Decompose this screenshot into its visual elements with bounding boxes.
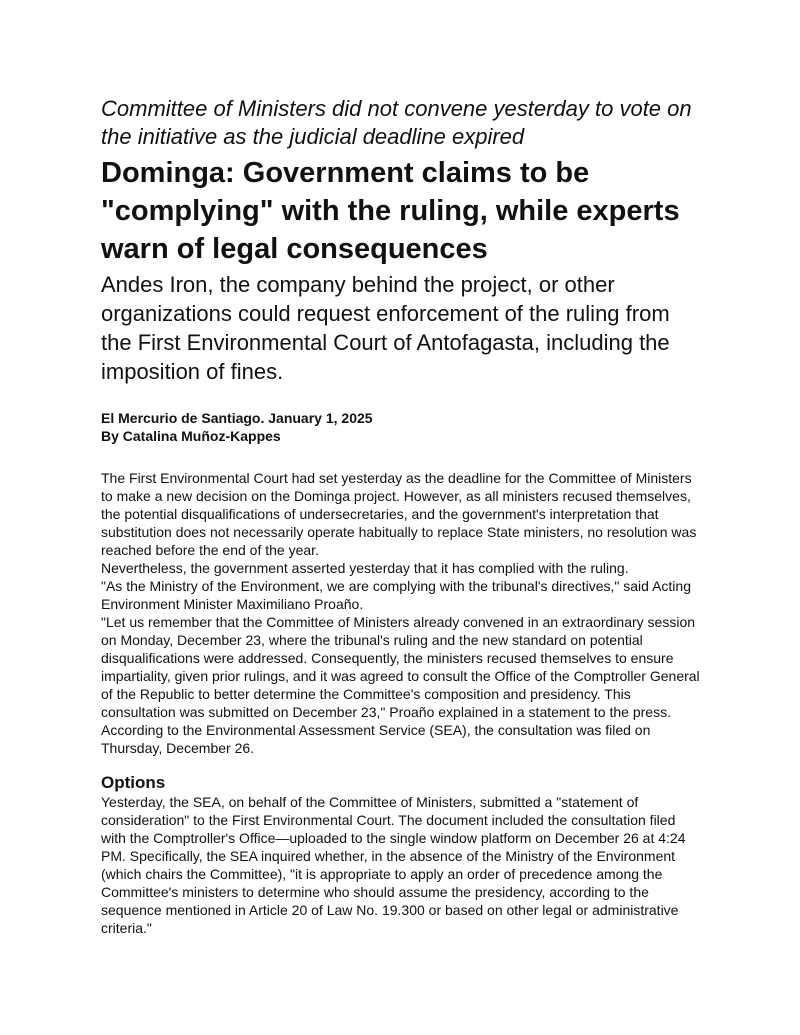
body-paragraph: According to the Environmental Assessment Service (SEA), the consultation was filed on Thursday, December 26. (101, 722, 651, 756)
article (101, 95, 703, 937)
body-paragraph: "Let us remember that the Committee of Ministers already convened in an extraordinary session on Monday, December 23, where the tribunal's ruling and the new standard on potential disqualifications were addressed. Consequently, the ministers recused themselves to ensure impartiality, given prior rulings, and it was agreed to consult the Office of the Comptroller General of the Republic to better determine the Committee's composition and presidency. This consultation was submitted on December 23," Proaño explained in a statement to the press. (101, 614, 700, 720)
body-paragraph: Nevertheless, the government asserted yesterday that it has complied with the ruling. (101, 560, 629, 576)
article-meta (101, 409, 703, 445)
article-kicker: Committee of Ministers did not convene yesterday to vote on the initiative as the judicial deadline expired (101, 96, 692, 149)
article-headline: Dominga: Government claims to be "complying" with the ruling, while experts warn of legal consequences (101, 157, 680, 265)
section-paragraph: Yesterday, the SEA, on behalf of the Committee of Ministers, submitted a "statement of consideration" to the First Environmental Court. The document included the consultation filed with the Comptroller's Office—uploaded to the single window platform on December 26 at 4:24 PM. Specifically, the SEA inquired whether, in the absence of the Ministry of the Environment (which chairs the Committee), "it is appropriate to apply an order of precedence among the Committee's ministers to determine who should assume the presidency, according to the sequence mentioned in Article 20 of Law No. 19.300 or based on other legal or administrative criteria." (101, 794, 686, 936)
byline: By Catalina Muñoz-Kappes (101, 428, 281, 444)
section-heading-options: Options (101, 773, 166, 792)
body-paragraph: "As the Ministry of the Environment, we are complying with the tribunal's directives," said Acting Environment Minister Maximiliano Proaño. (101, 578, 691, 612)
body-paragraph: The First Environmental Court had set yesterday as the deadline for the Committee of Ministers to make a new decision on the Dominga project. However, as all ministers recused themselves, the potential disqualifications of undersecretaries, and the government's interpretation that substitution does not necessarily operate habitually to replace State ministers, no resolution was reached before the end of the year. (101, 470, 697, 558)
source-line: El Mercurio de Santiago. January 1, 2025 (101, 410, 373, 426)
article-subtitle: Andes Iron, the company behind the project, or other organizations could request enforcement of the ruling from the First Environmental Court of Antofagasta, including the imposition of fines. (101, 272, 670, 384)
article-body (101, 469, 703, 937)
